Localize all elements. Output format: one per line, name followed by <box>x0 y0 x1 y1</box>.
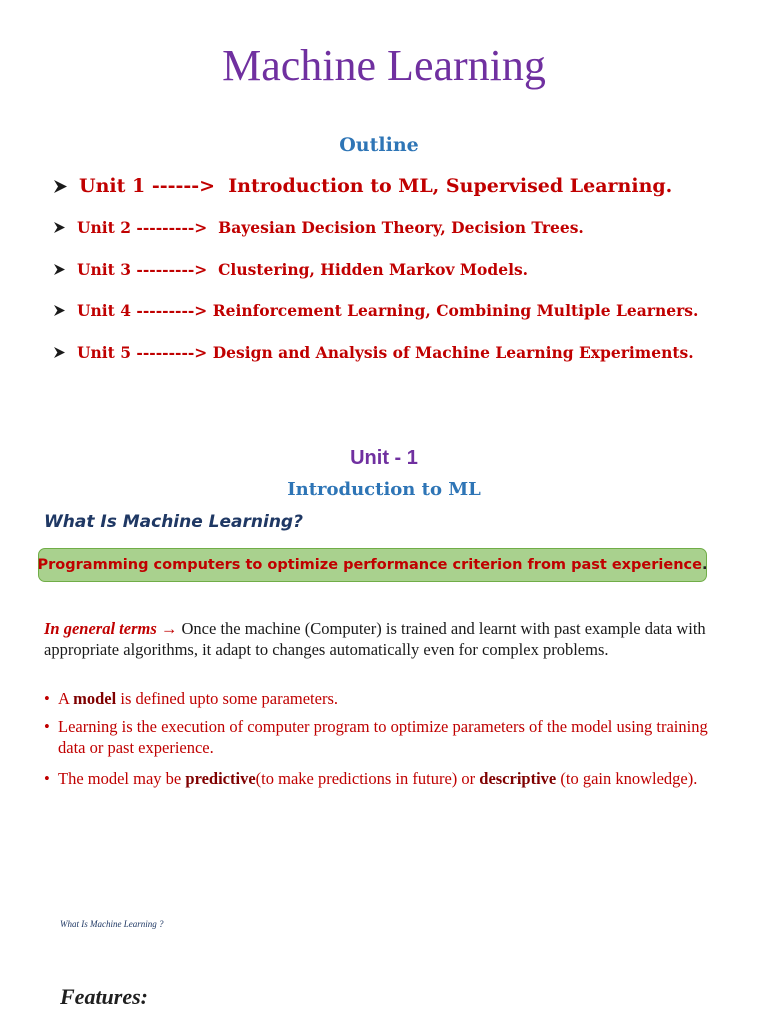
unit-text: Design and Analysis of Machine Learning Experiments. <box>212 343 694 362</box>
bullet-bold-term: predictive <box>185 769 256 788</box>
right-arrow-icon: → <box>160 619 178 638</box>
bullet-item <box>44 768 724 789</box>
unit-item-1 <box>54 175 672 197</box>
unit-item-3 <box>54 260 528 279</box>
features-heading: Features: <box>60 984 148 1009</box>
unit-label: Unit 2 ---------> <box>77 218 208 237</box>
page-title: Machine Learning <box>222 41 546 90</box>
general-terms-label: In general terms <box>44 619 157 638</box>
arrow-bullet-icon <box>54 305 65 316</box>
arrow-bullet-icon <box>54 264 65 275</box>
bullet-text: A <box>58 689 74 708</box>
bullet-bold-term: model <box>73 689 117 708</box>
bullet-dot-icon: • <box>44 769 50 788</box>
unit-item-5 <box>54 343 694 362</box>
unit-label: Unit 1 ------> <box>79 175 216 197</box>
arrow-bullet-icon <box>54 180 67 193</box>
definition-box <box>38 548 707 582</box>
general-terms-text: Once the machine (Computer) is trained and learnt with past example data with appropriate algorithms, it adapt to changes automatically even for complex problems. <box>44 619 706 659</box>
unit-text: Reinforcement Learning, Combining Multiple Learners. <box>212 301 699 320</box>
definition-text: Programming computers to optimize performance criterion from past experience <box>37 557 702 573</box>
unit-text: Clustering, Hidden Markov Models. <box>218 260 529 279</box>
unit-item-2 <box>54 218 584 237</box>
unit-item-4 <box>54 301 698 320</box>
general-terms-paragraph <box>44 618 724 660</box>
arrow-bullet-icon <box>54 222 65 233</box>
bullet-dot-icon: • <box>44 689 50 708</box>
image-caption: What Is Machine Learning ? <box>60 919 164 929</box>
definition-end: . <box>701 557 708 573</box>
unit-label: Unit 3 ---------> <box>77 260 208 279</box>
bullet-text: (to gain knowledge). <box>556 769 698 788</box>
bullet-bold-term: descriptive <box>479 769 557 788</box>
bullet-text: (to make predictions in future) or <box>255 769 480 788</box>
unit-subheading: Introduction to ML <box>287 479 481 500</box>
unit-text: Introduction to ML, Supervised Learning. <box>228 175 673 197</box>
outline-heading: Outline <box>339 134 419 156</box>
arrow-bullet-icon <box>54 347 65 358</box>
unit-text: Bayesian Decision Theory, Decision Trees. <box>218 218 584 237</box>
unit-label: Unit 4 ---------> <box>77 301 208 320</box>
bullet-item <box>44 688 724 709</box>
bullet-text: The model may be <box>58 769 186 788</box>
bullet-text: Learning is the execution of computer program to optimize parameters of the model using training data or past experience. <box>58 717 708 757</box>
unit-label: Unit 5 ---------> <box>77 343 208 362</box>
unit-heading: Unit - 1 <box>350 447 418 469</box>
bullet-text: is defined upto some parameters. <box>116 689 339 708</box>
bullet-dot-icon: • <box>44 717 50 736</box>
bullet-item <box>44 716 724 758</box>
what-is-ml-heading: What Is Machine Learning? <box>44 512 303 532</box>
